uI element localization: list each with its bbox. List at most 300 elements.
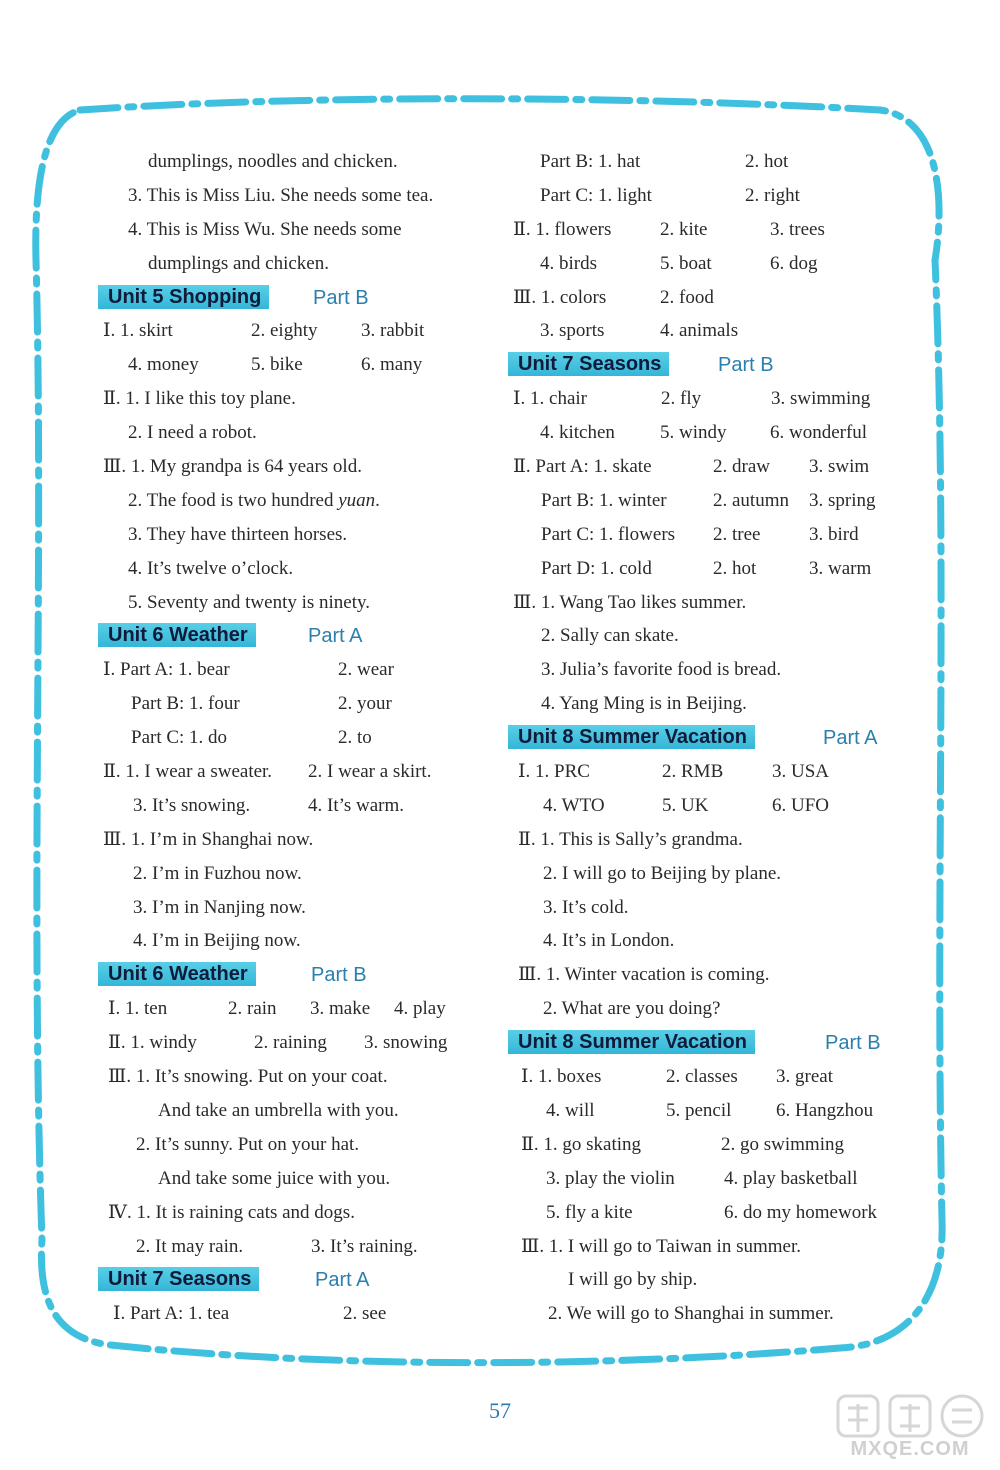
answer-text-main: 2. tree bbox=[713, 523, 761, 545]
answer-line bbox=[508, 619, 908, 653]
answer-text-main: 3. This is Miss Liu. She needs some tea. bbox=[128, 184, 434, 206]
answer-text bbox=[724, 1196, 877, 1230]
answer-text bbox=[148, 247, 329, 281]
section-header bbox=[98, 1263, 478, 1297]
answer-text bbox=[251, 348, 303, 382]
answer-text-main: 2. eighty bbox=[251, 320, 318, 342]
answer-text-main: 4. play basketball bbox=[724, 1167, 858, 1189]
answer-text bbox=[541, 518, 675, 552]
answer-text-main: 2. RMB bbox=[662, 761, 724, 783]
answer-line bbox=[98, 992, 478, 1026]
answer-text-main: 6. dog bbox=[770, 252, 818, 274]
answer-text bbox=[108, 1196, 355, 1230]
answer-line bbox=[98, 247, 478, 281]
answer-line bbox=[508, 281, 908, 315]
answer-text-main: 4. It’s in London. bbox=[543, 930, 675, 952]
answer-text bbox=[770, 213, 825, 247]
answer-text bbox=[662, 755, 723, 789]
answer-text-main: 4. It’s twelve o’clock. bbox=[128, 557, 294, 579]
answer-text bbox=[546, 1094, 595, 1128]
answer-text bbox=[661, 382, 701, 416]
answer-text-main: Part C: 1. do bbox=[131, 727, 228, 749]
part-label: Part B bbox=[718, 354, 774, 377]
answer-text bbox=[546, 1162, 675, 1196]
answer-text-main: 2. It may rain. bbox=[136, 1235, 244, 1257]
answer-text bbox=[772, 789, 829, 823]
answer-line bbox=[98, 348, 478, 382]
answer-text-main: 3. rabbit bbox=[361, 320, 425, 342]
answer-text-main: 3. It’s snowing. bbox=[133, 794, 251, 816]
answer-text bbox=[540, 416, 615, 450]
answer-text-main: 2. classes bbox=[666, 1066, 738, 1088]
answer-line bbox=[98, 1230, 478, 1264]
answer-text bbox=[713, 552, 756, 586]
answer-text bbox=[103, 755, 272, 789]
answer-text-main: 2. right bbox=[745, 184, 800, 206]
answer-text bbox=[721, 1128, 844, 1162]
unit-title: Unit 7 Seasons bbox=[98, 1267, 259, 1291]
part-label: Part B bbox=[825, 1032, 881, 1055]
answer-text-main: Ⅰ. 1. chair bbox=[513, 388, 587, 410]
answer-text bbox=[540, 145, 640, 179]
answer-text bbox=[660, 213, 708, 247]
answer-text bbox=[543, 857, 781, 891]
answer-text-main: 5. boat bbox=[660, 252, 712, 274]
answer-text-main: 4. Yang Ming is in Beijing. bbox=[541, 693, 747, 715]
answer-line bbox=[508, 1128, 908, 1162]
answer-line bbox=[98, 145, 478, 179]
answer-line bbox=[508, 382, 908, 416]
answer-text-main: Part C: 1. flowers bbox=[541, 523, 676, 545]
answer-text-main: 4. play bbox=[394, 998, 446, 1020]
answer-text bbox=[128, 586, 370, 620]
answer-text bbox=[543, 992, 720, 1026]
answer-line bbox=[508, 552, 908, 586]
answer-text bbox=[771, 382, 870, 416]
answer-text-main: 3. sports bbox=[540, 320, 605, 342]
answer-text bbox=[136, 1128, 359, 1162]
answer-line bbox=[98, 755, 478, 789]
page-number: 57 bbox=[489, 1398, 511, 1423]
watermark-text: MXQE.COM bbox=[850, 1438, 970, 1460]
answer-line bbox=[98, 382, 478, 416]
answer-text-main: Ⅰ. 1. skirt bbox=[103, 320, 173, 342]
answer-text bbox=[158, 1094, 399, 1128]
answer-text-main: 3. great bbox=[776, 1066, 833, 1088]
answer-text-main: 5. UK bbox=[662, 794, 709, 816]
answer-text bbox=[133, 857, 302, 891]
answer-text-main: 3. It’s raining. bbox=[311, 1235, 418, 1257]
answer-text-main: 4. kitchen bbox=[540, 422, 615, 444]
watermark-logo-icon bbox=[830, 1392, 990, 1442]
answer-text bbox=[251, 314, 318, 348]
answer-text-main: Ⅱ. 1. I like this toy plane. bbox=[103, 388, 296, 410]
answer-line bbox=[508, 484, 908, 518]
answer-text bbox=[361, 314, 424, 348]
answer-line bbox=[508, 823, 908, 857]
answer-text-main: dumplings and chicken. bbox=[148, 252, 329, 274]
answer-text-main: 2. food bbox=[660, 286, 714, 308]
answer-text-main: 2. hot bbox=[713, 557, 757, 579]
answer-text bbox=[364, 1026, 447, 1060]
answer-text-main: Ⅱ. Part A: 1. skate bbox=[513, 456, 652, 478]
answer-line bbox=[98, 518, 478, 552]
answer-text-main: Ⅲ. 1. I will go to Taiwan in summer. bbox=[521, 1235, 801, 1257]
answer-text-main: Part B: 1. hat bbox=[540, 151, 641, 172]
answer-text-main: Ⅲ. 1. I’m in Shanghai now. bbox=[103, 828, 314, 850]
answer-line bbox=[508, 958, 908, 992]
answer-text bbox=[809, 552, 871, 586]
answer-line bbox=[508, 247, 908, 281]
answer-text bbox=[666, 1094, 731, 1128]
answer-text bbox=[660, 314, 738, 348]
answer-text bbox=[108, 1060, 388, 1094]
answer-line bbox=[98, 484, 478, 518]
answer-text-main: Ⅳ. 1. It is raining cats and dogs. bbox=[108, 1201, 355, 1223]
answer-text-main: Part C: 1. light bbox=[540, 184, 652, 206]
answer-text bbox=[548, 1297, 834, 1331]
answer-text-main: 3. play the violin bbox=[546, 1167, 675, 1189]
answer-text-main: 2. wear bbox=[338, 659, 394, 681]
answer-line bbox=[508, 1060, 908, 1094]
part-label: Part A bbox=[315, 1269, 370, 1292]
answer-text bbox=[133, 789, 250, 823]
answer-line bbox=[98, 1196, 478, 1230]
answer-text-main: 2. go swimming bbox=[721, 1133, 844, 1155]
answer-text bbox=[308, 755, 431, 789]
answer-line bbox=[98, 823, 478, 857]
answer-text bbox=[228, 992, 277, 1026]
answer-text-main: Ⅱ. 1. I wear a sweater. bbox=[103, 761, 273, 783]
answer-text-main: Ⅰ. 1. PRC bbox=[518, 761, 590, 783]
answer-text bbox=[133, 924, 301, 958]
answer-text bbox=[543, 891, 629, 925]
answer-text bbox=[660, 416, 727, 450]
answer-text bbox=[108, 1026, 197, 1060]
answer-line bbox=[508, 1196, 908, 1230]
answer-text bbox=[103, 450, 362, 484]
answer-text bbox=[518, 958, 770, 992]
answer-text bbox=[361, 348, 422, 382]
answer-text-main: Ⅲ. 1. Wang Tao likes summer. bbox=[513, 591, 747, 613]
answer-text bbox=[660, 247, 712, 281]
answer-line bbox=[508, 416, 908, 450]
section-header bbox=[98, 958, 478, 992]
answer-text bbox=[745, 179, 800, 213]
left-answer-column bbox=[98, 145, 478, 1331]
answer-text-main: Ⅲ. 1. Winter vacation is coming. bbox=[518, 964, 770, 986]
answer-text bbox=[568, 1263, 697, 1297]
answer-text-main: And take an umbrella with you. bbox=[158, 1099, 399, 1121]
answer-text-main: 6. UFO bbox=[772, 794, 830, 816]
answer-line bbox=[98, 450, 478, 484]
answer-text bbox=[713, 450, 770, 484]
answer-text-main: Ⅱ. 1. windy bbox=[108, 1032, 197, 1054]
answer-line bbox=[98, 891, 478, 925]
answer-text bbox=[540, 314, 604, 348]
answer-line bbox=[508, 755, 908, 789]
section-header bbox=[508, 348, 908, 382]
answer-text bbox=[521, 1060, 601, 1094]
answer-text-main: And take some juice with you. bbox=[158, 1167, 391, 1189]
answer-text bbox=[521, 1230, 801, 1264]
part-label: Part B bbox=[311, 964, 367, 987]
answer-text-main: 2. draw bbox=[713, 456, 770, 478]
answer-text-main: Ⅱ. 1. This is Sally’s grandma. bbox=[518, 828, 743, 850]
answer-text bbox=[513, 586, 746, 620]
answer-text-main: Ⅰ. 1. ten bbox=[108, 998, 168, 1020]
answer-text-main: 2. autumn bbox=[713, 489, 789, 511]
answer-text-main: 3. swim bbox=[809, 456, 870, 478]
answer-text-main: Part D: 1. cold bbox=[541, 557, 652, 579]
answer-line bbox=[98, 687, 478, 721]
answer-text bbox=[338, 721, 372, 755]
answer-line bbox=[508, 1230, 908, 1264]
answer-text bbox=[543, 924, 674, 958]
unit-title: Unit 8 Summer Vacation bbox=[508, 1030, 755, 1054]
answer-text-main: 2. I will go to Beijing by plane. bbox=[543, 862, 782, 884]
answer-text bbox=[541, 653, 781, 687]
answer-text bbox=[394, 992, 446, 1026]
section-header bbox=[508, 1026, 908, 1060]
part-label: Part B bbox=[313, 286, 369, 309]
answer-line bbox=[98, 416, 478, 450]
answer-text-main: 6. many bbox=[361, 354, 423, 376]
answer-text-main: 2. see bbox=[343, 1303, 387, 1325]
answer-line bbox=[98, 586, 478, 620]
answer-text bbox=[128, 213, 402, 247]
answer-text bbox=[809, 450, 869, 484]
answer-text-main: 3. snowing bbox=[364, 1032, 448, 1054]
section-header bbox=[508, 721, 908, 755]
answer-text-main: 2. to bbox=[338, 727, 372, 749]
watermark bbox=[830, 1392, 990, 1462]
answer-line bbox=[98, 924, 478, 958]
answer-text bbox=[666, 1060, 738, 1094]
answer-text-main: 2. fly bbox=[661, 388, 702, 410]
answer-text-main: Ⅰ. Part A: 1. bear bbox=[103, 659, 230, 681]
answer-text bbox=[540, 179, 652, 213]
answer-line bbox=[508, 687, 908, 721]
answer-line bbox=[98, 552, 478, 586]
answer-line bbox=[98, 857, 478, 891]
answer-line bbox=[508, 1263, 908, 1297]
answer-text bbox=[521, 1128, 641, 1162]
answer-line bbox=[508, 518, 908, 552]
answer-text bbox=[128, 416, 257, 450]
answer-text-main: 3. bird bbox=[809, 523, 859, 545]
answer-text-main: 3. spring bbox=[809, 489, 876, 511]
answer-text-main: 4. I’m in Beijing now. bbox=[133, 930, 301, 952]
answer-text-main: Ⅱ. 1. go skating bbox=[521, 1133, 642, 1155]
answer-text-main: dumplings, noodles and chicken. bbox=[148, 151, 398, 172]
answer-text-main: 4. animals bbox=[660, 320, 739, 342]
answer-text-main: 4. This is Miss Wu. She needs some bbox=[128, 218, 402, 240]
unit-title: Unit 6 Weather bbox=[98, 623, 256, 647]
answer-text-main: 5. fly a kite bbox=[546, 1201, 633, 1223]
answer-text bbox=[128, 518, 347, 552]
answer-text bbox=[546, 1196, 633, 1230]
answer-text-main: 2. I wear a skirt. bbox=[308, 761, 432, 783]
answer-text-main: 5. pencil bbox=[666, 1099, 732, 1121]
part-label: Part A bbox=[308, 625, 363, 648]
answer-line bbox=[98, 1026, 478, 1060]
part-label: Part A bbox=[823, 727, 878, 750]
answer-line bbox=[508, 213, 908, 247]
answer-text bbox=[103, 314, 173, 348]
answer-text-main: 6. Hangzhou bbox=[776, 1099, 874, 1121]
answer-text bbox=[128, 348, 199, 382]
answer-text-main: 4. WTO bbox=[543, 794, 605, 816]
answer-text-main: 3. It’s cold. bbox=[543, 896, 629, 918]
answer-text bbox=[103, 653, 230, 687]
answer-line bbox=[98, 653, 478, 687]
answer-text-main: Part B: 1. four bbox=[131, 693, 240, 715]
answer-text bbox=[254, 1026, 327, 1060]
answer-text-main: Ⅲ. 1. My grandpa is 64 years old. bbox=[103, 456, 362, 478]
answer-text bbox=[338, 653, 394, 687]
answer-text-main: 2. Sally can skate. bbox=[541, 625, 679, 647]
answer-line bbox=[508, 179, 908, 213]
answer-text bbox=[108, 992, 167, 1026]
answer-text-main: 6. do my homework bbox=[724, 1201, 878, 1223]
answer-text bbox=[513, 382, 587, 416]
answer-line bbox=[508, 145, 908, 179]
answer-text bbox=[103, 823, 313, 857]
answer-text-main: 4. will bbox=[546, 1099, 595, 1121]
answer-text-main: 4. It’s warm. bbox=[308, 794, 405, 816]
answer-text-main: 5. bike bbox=[251, 354, 303, 376]
answer-line bbox=[98, 1297, 478, 1331]
answer-text bbox=[662, 789, 708, 823]
answer-text bbox=[772, 755, 829, 789]
answer-text bbox=[518, 755, 590, 789]
answer-line bbox=[508, 992, 908, 1026]
answer-text-main: 5. windy bbox=[660, 422, 727, 444]
answer-text bbox=[338, 687, 392, 721]
answer-text-main: Ⅱ. 1. flowers bbox=[513, 218, 612, 240]
answer-text-main: Ⅲ. 1. It’s snowing. Put on your coat. bbox=[108, 1066, 388, 1088]
answer-text bbox=[541, 552, 652, 586]
answer-text bbox=[128, 552, 293, 586]
answer-line bbox=[98, 314, 478, 348]
answer-text bbox=[776, 1094, 873, 1128]
answer-line bbox=[508, 857, 908, 891]
answer-line bbox=[98, 789, 478, 823]
section-header bbox=[98, 619, 478, 653]
answer-text-main: 3. swimming bbox=[771, 388, 871, 410]
answer-text bbox=[310, 992, 370, 1026]
answer-line bbox=[508, 450, 908, 484]
answer-text bbox=[513, 213, 611, 247]
answer-text-main: Ⅲ. 1. colors bbox=[513, 286, 607, 308]
answer-line bbox=[508, 653, 908, 687]
answer-text bbox=[541, 484, 667, 518]
answer-text bbox=[724, 1162, 858, 1196]
answer-text-main: 5. Seventy and twenty is ninety. bbox=[128, 591, 371, 613]
answer-text bbox=[148, 145, 398, 179]
answer-text-main: 2. What are you doing? bbox=[543, 998, 721, 1020]
answer-text bbox=[541, 687, 747, 721]
answer-line bbox=[98, 1094, 478, 1128]
answer-text bbox=[133, 891, 306, 925]
answer-text bbox=[131, 687, 240, 721]
answer-line bbox=[508, 586, 908, 620]
answer-text-main: I will go by ship. bbox=[568, 1269, 698, 1291]
answer-text bbox=[809, 484, 876, 518]
answer-text bbox=[513, 281, 606, 315]
answer-line bbox=[98, 721, 478, 755]
answer-text bbox=[128, 179, 433, 213]
answer-text bbox=[540, 247, 597, 281]
answer-text-main: 3. I’m in Nanjing now. bbox=[133, 896, 306, 918]
right-answer-column bbox=[508, 145, 908, 1331]
answer-text-main: 2. kite bbox=[660, 218, 708, 240]
answer-text bbox=[770, 416, 867, 450]
answer-text-main: 2. raining bbox=[254, 1032, 327, 1054]
answer-text-main: 2. rain bbox=[228, 998, 277, 1020]
answer-text bbox=[745, 145, 788, 179]
answer-text-main: 2. hot bbox=[745, 151, 789, 172]
answer-line bbox=[508, 1094, 908, 1128]
answer-text-main: 3. warm bbox=[809, 557, 872, 579]
answer-text bbox=[713, 484, 789, 518]
answer-line bbox=[508, 1297, 908, 1331]
unit-title: Unit 5 Shopping bbox=[98, 285, 269, 309]
answer-text-italic: yuan bbox=[338, 489, 376, 511]
answer-text bbox=[343, 1297, 386, 1331]
answer-text bbox=[513, 450, 652, 484]
answer-text bbox=[103, 382, 296, 416]
answer-line bbox=[508, 789, 908, 823]
answer-text-main: 6. wonderful bbox=[770, 422, 868, 444]
answer-line bbox=[98, 1128, 478, 1162]
answer-text-main: Ⅰ. Part A: 1. tea bbox=[113, 1303, 230, 1325]
answer-text-main: Part B: 1. winter bbox=[541, 489, 667, 511]
answer-text-main: 3. make bbox=[310, 998, 371, 1020]
answer-text bbox=[809, 518, 859, 552]
unit-title: Unit 7 Seasons bbox=[508, 352, 669, 376]
answer-text bbox=[541, 619, 679, 653]
answer-line bbox=[508, 924, 908, 958]
answer-text-main: 2. I’m in Fuzhou now. bbox=[133, 862, 302, 884]
unit-title: Unit 8 Summer Vacation bbox=[508, 725, 755, 749]
answer-text bbox=[311, 1230, 418, 1264]
answer-text-main: 2. your bbox=[338, 693, 392, 715]
answer-line bbox=[508, 314, 908, 348]
answer-text bbox=[713, 518, 760, 552]
answer-line bbox=[98, 213, 478, 247]
answer-line bbox=[508, 1162, 908, 1196]
answer-text bbox=[158, 1162, 390, 1196]
answer-text-main: 2. The food is two hundred bbox=[128, 489, 339, 511]
answer-text-main: 2. We will go to Shanghai in summer. bbox=[548, 1303, 834, 1325]
answer-text-main: 4. birds bbox=[540, 252, 597, 274]
answer-text bbox=[113, 1297, 229, 1331]
unit-title: Unit 6 Weather bbox=[98, 962, 256, 986]
answer-text-main: 3. They have thirteen horses. bbox=[128, 523, 348, 545]
answer-text-main: 3. trees bbox=[770, 218, 825, 240]
answer-text-main: Ⅰ. 1. boxes bbox=[521, 1066, 602, 1088]
answer-text bbox=[776, 1060, 833, 1094]
answer-text bbox=[308, 789, 404, 823]
answer-text bbox=[770, 247, 818, 281]
answer-text-main: 3. USA bbox=[772, 761, 830, 783]
answer-text-main: 2. I need a robot. bbox=[128, 422, 257, 444]
answer-text bbox=[131, 721, 227, 755]
answer-text-main: 2. It’s sunny. Put on your hat. bbox=[136, 1133, 360, 1155]
answer-text bbox=[543, 789, 605, 823]
